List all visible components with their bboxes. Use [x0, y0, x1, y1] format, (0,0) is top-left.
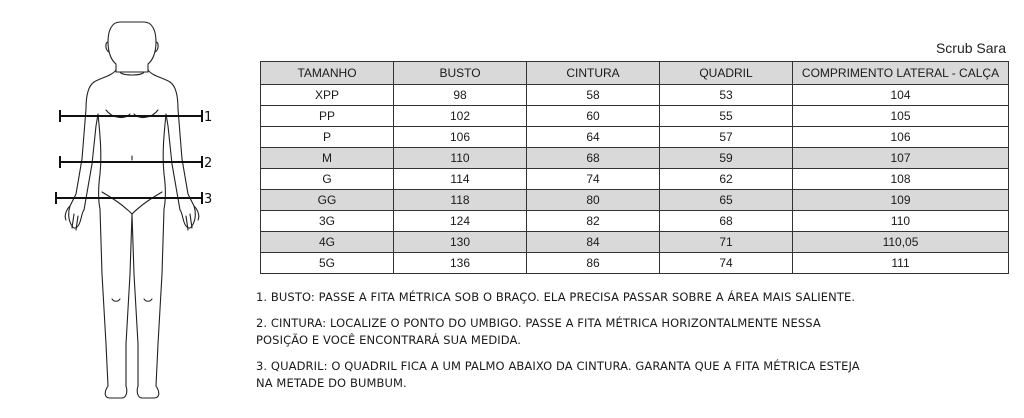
cell-waist: 58: [527, 85, 660, 106]
cell-hip: 68: [660, 211, 793, 232]
cell-pants-length: 111: [793, 253, 1009, 274]
cell-waist: 64: [527, 127, 660, 148]
header-hip: QUADRIL: [660, 62, 793, 85]
instruction-waist: 2. CINTURA: LOCALIZE O PONTO DO UMBIGO. PASSE A FITA MÉTRICA HORIZONTALMENTE NESSA POSIÇÃO E VOCÊ ENCONTRARÁ SUA MEDIDA.: [256, 316, 821, 347]
table-row: [261, 211, 1009, 232]
cell-waist: 84: [527, 232, 660, 253]
cell-hip: 57: [660, 127, 793, 148]
cell-bust: 98: [394, 85, 527, 106]
table-row: [261, 190, 1009, 211]
cell-hip: 59: [660, 148, 793, 169]
table-row: [261, 148, 1009, 169]
cell-bust: 118: [394, 190, 527, 211]
table-row: [261, 127, 1009, 148]
cell-pants-length: 108: [793, 169, 1009, 190]
cell-hip: 55: [660, 106, 793, 127]
instruction-hip: 3. QUADRIL: O QUADRIL FICA A UM PALMO ABAIXO DA CINTURA. GARANTA QUE A FITA MÉTRICA ESTEJA NA METADE DO BUMBUM.: [256, 359, 860, 390]
cell-bust: 130: [394, 232, 527, 253]
cell-waist: 80: [527, 190, 660, 211]
cell-bust: 102: [394, 106, 527, 127]
cell-size: GG: [261, 190, 394, 211]
header-pants-length: COMPRIMENTO LATERAL - CALÇA: [793, 62, 1009, 85]
header-waist: CINTURA: [527, 62, 660, 85]
cell-hip: 62: [660, 169, 793, 190]
body-measurement-figure: [50, 14, 220, 404]
figure-torso: [69, 70, 116, 228]
table-row: [261, 253, 1009, 274]
cell-waist: 82: [527, 211, 660, 232]
instruction-bust: 1. BUSTO: PASSE A FITA MÉTRICA SOB O BRAÇO. ELA PRECISA PASSAR SOBRE A ÁREA MAIS SALIENTE.: [256, 290, 856, 304]
cell-size: 5G: [261, 253, 394, 274]
cell-bust: 136: [394, 253, 527, 274]
header-bust: BUSTO: [394, 62, 527, 85]
cell-size: PP: [261, 106, 394, 127]
header-size: TAMANHO: [261, 62, 394, 85]
cell-waist: 86: [527, 253, 660, 274]
cell-size: M: [261, 148, 394, 169]
figure-head: [108, 22, 156, 72]
cell-pants-length: 107: [793, 148, 1009, 169]
cell-pants-length: 109: [793, 190, 1009, 211]
cell-pants-length: 105: [793, 106, 1009, 127]
table-row: [261, 106, 1009, 127]
marker-1: 1: [204, 110, 213, 125]
table-row: [261, 85, 1009, 106]
cell-size: 3G: [261, 211, 394, 232]
cell-hip: 71: [660, 232, 793, 253]
measurement-instructions: [256, 289, 876, 401]
table-header-row: [261, 62, 1009, 85]
cell-pants-length: 104: [793, 85, 1009, 106]
product-name: Scrub Sara: [935, 40, 1006, 56]
cell-bust: 106: [394, 127, 527, 148]
cell-size: XPP: [261, 85, 394, 106]
cell-bust: 124: [394, 211, 527, 232]
cell-waist: 74: [527, 169, 660, 190]
marker-3: 3: [204, 192, 213, 207]
cell-pants-length: 106: [793, 127, 1009, 148]
marker-2: 2: [204, 156, 213, 171]
cell-pants-length: 110,05: [793, 232, 1009, 253]
cell-pants-length: 110: [793, 211, 1009, 232]
cell-bust: 114: [394, 169, 527, 190]
cell-waist: 68: [527, 148, 660, 169]
table-row: [261, 169, 1009, 190]
cell-hip: 65: [660, 190, 793, 211]
cell-hip: 74: [660, 253, 793, 274]
cell-bust: 110: [394, 148, 527, 169]
size-table: [260, 61, 1009, 274]
cell-size: G: [261, 169, 394, 190]
table-row: [261, 232, 1009, 253]
cell-waist: 60: [527, 106, 660, 127]
cell-size: P: [261, 127, 394, 148]
cell-size: 4G: [261, 232, 394, 253]
cell-hip: 53: [660, 85, 793, 106]
